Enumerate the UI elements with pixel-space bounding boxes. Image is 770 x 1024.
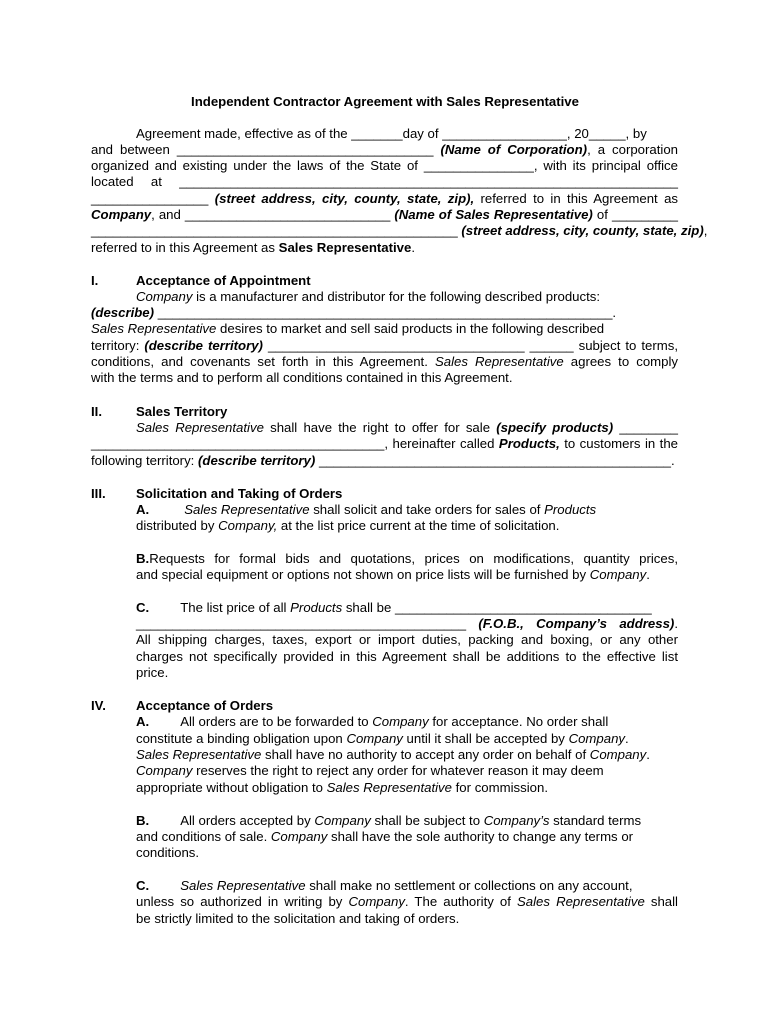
section-4-heading: Acceptance of Orders bbox=[136, 698, 274, 713]
section-3-c-line-4: charges not specifically provided in this Agreement shall be additions to the effective list bbox=[136, 649, 678, 664]
section-3-c-line-1: C. The list price of all Products shall be ___________________________________ bbox=[136, 600, 652, 615]
section-4-number: IV. bbox=[91, 698, 106, 713]
section-4-c-line-2: unless so authorized in writing by Company. The authority of Sales Representative shall bbox=[136, 894, 678, 909]
section-4-a-line-4: Company reserves the right to reject any order for whatever reason it may deem bbox=[136, 763, 604, 778]
intro-line-1: Agreement made, effective as of the _______day of _________________, 20_____, by bbox=[136, 126, 647, 141]
section-1-heading: Acceptance of Appointment bbox=[136, 273, 311, 288]
section-3-number: III. bbox=[91, 486, 106, 501]
section-2-line-3: following territory: (describe territory) ________________________________________________. bbox=[91, 453, 675, 468]
section-3-heading: Solicitation and Taking of Orders bbox=[136, 486, 343, 501]
section-4-b-line-3: conditions. bbox=[136, 845, 200, 860]
section-3-b-line-2: and special equipment or options not shown on price lists will be furnished by Company. bbox=[136, 567, 650, 582]
section-3-b-line-1: B.Requests for formal bids and quotations, prices on modifications, quantity prices, bbox=[136, 551, 678, 566]
section-4-a-line-3: Sales Representative shall have no authority to accept any order on behalf of Company. bbox=[136, 747, 650, 762]
section-4-a-line-2: constitute a binding obligation upon Company until it shall be accepted by Company. bbox=[136, 731, 629, 746]
section-1-line-2: (describe) ______________________________________________________________. bbox=[91, 305, 617, 320]
section-3-c-line-2: _____________________________________________ (F.O.B., Company’s address). bbox=[136, 616, 678, 631]
intro-line-6: Company, and ____________________________ (Name of Sales Representative) of _________ bbox=[91, 207, 678, 222]
intro-line-7: __________________________________________________ (street address, city, county, state, zip), bbox=[91, 223, 708, 238]
section-1-line-4: territory: (describe territory) ___________________________________ ______ subject to terms, bbox=[91, 338, 678, 353]
intro-line-2: and between ___________________________________ (Name of Corporation), a corporation bbox=[91, 142, 678, 157]
intro-line-4: located at ____________________________________________________________________ bbox=[91, 174, 678, 189]
intro-line-8: referred to in this Agreement as Sales Representative. bbox=[91, 240, 416, 255]
section-4-b-line-2: and conditions of sale. Company shall have the sole authority to change any terms or bbox=[136, 829, 634, 844]
section-1-number: I. bbox=[91, 273, 99, 288]
section-2-heading: Sales Territory bbox=[136, 404, 228, 419]
section-1-line-1: Company is a manufacturer and distributor for the following described products: bbox=[136, 289, 601, 304]
section-4-c-line-1: C. Sales Representative shall make no settlement or collections on any account, bbox=[136, 878, 633, 893]
document-title: Independent Contractor Agreement with Sales Representative bbox=[191, 94, 579, 109]
section-4-b-line-1: B. All orders accepted by Company shall be subject to Company’s standard terms bbox=[136, 813, 642, 828]
section-4-a-line-1: A. All orders are to be forwarded to Company for acceptance. No order shall bbox=[136, 714, 609, 729]
section-2-line-1: Sales Representative shall have the right to offer for sale (specify products) ________ bbox=[136, 420, 678, 435]
section-1-line-3: Sales Representative desires to market and sell said products in the following described bbox=[91, 321, 605, 336]
section-4-a-line-5: appropriate without obligation to Sales Representative for commission. bbox=[136, 780, 548, 795]
section-1-line-6: with the terms and to perform all conditions contained in this Agreement. bbox=[91, 370, 513, 385]
section-3-c-line-3: All shipping charges, taxes, export or import duties, packing and boxing, or any other bbox=[136, 632, 678, 647]
section-2-number: II. bbox=[91, 404, 102, 419]
section-1-line-5: conditions, and covenants set forth in this Agreement. Sales Representative agrees to comply bbox=[91, 354, 679, 369]
section-3-a-line-2: distributed by Company, at the list price current at the time of solicitation. bbox=[136, 518, 560, 533]
intro-line-3: organized and existing under the laws of the State of _______________, with its principal office bbox=[91, 158, 678, 173]
intro-line-5: ________________ (street address, city, county, state, zip), referred to in this Agreement as bbox=[91, 191, 679, 206]
section-3-c-line-5: price. bbox=[136, 665, 169, 680]
section-2-line-2: ________________________________________, hereinafter called Products, to customers in the bbox=[91, 436, 679, 451]
section-4-c-line-3: be strictly limited to the solicitation and taking of orders. bbox=[136, 911, 460, 926]
section-3-a-line-1: A. Sales Representative shall solicit and take orders for sales of Products bbox=[136, 502, 597, 517]
